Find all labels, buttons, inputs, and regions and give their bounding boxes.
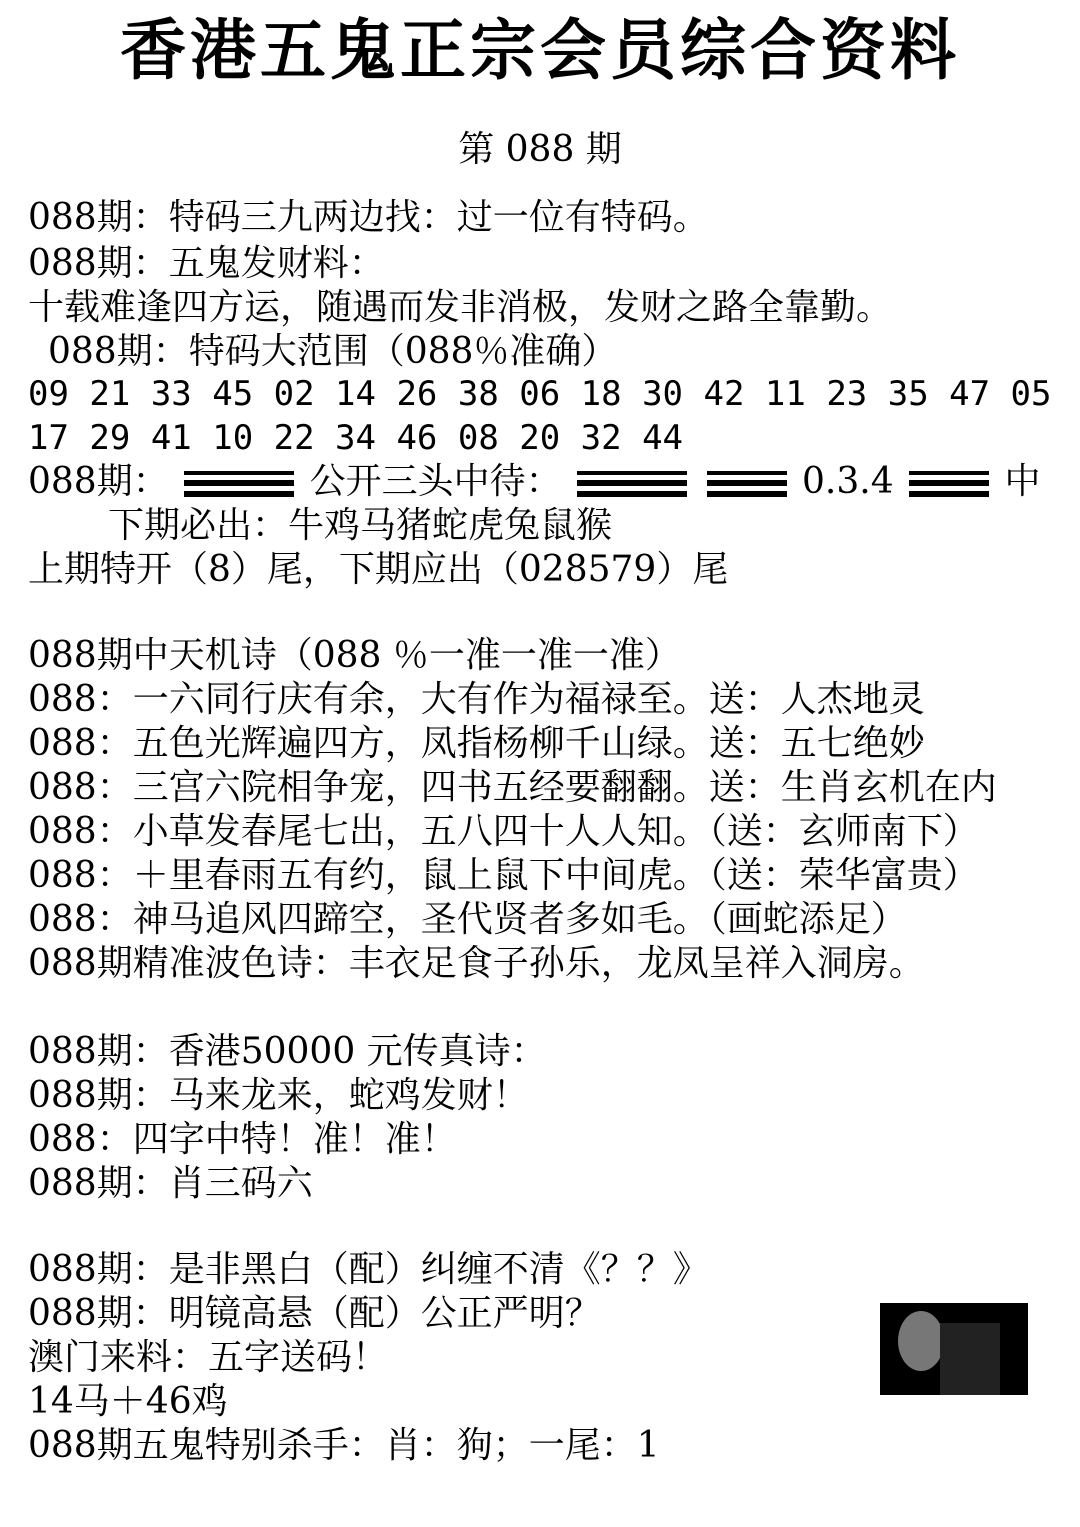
line-censored-head	[28, 460, 1041, 504]
line-fax-poem-1: 088期：马来龙来，蛇鸡发财！	[28, 1075, 529, 1116]
line-range-title: 088期：特码大范围（088％准确）	[48, 331, 618, 372]
line-poem-3: 088：三宫六院相争宠，四书五经要翻翻。送：生肖玄机在内	[28, 767, 997, 808]
line-numbers-row-1: 09 21 33 45 02 14 26 38 06 18 30 42 11 23 35 47 05	[28, 374, 1052, 414]
line-text: 公开三头中待：	[309, 461, 562, 502]
portrait-photo	[880, 1303, 1028, 1395]
line-tail-number: 上期特开（8）尾，下期应出（028579）尾	[28, 549, 729, 590]
issue-number: 第 088 期	[458, 129, 622, 170]
line-numbers-row-2: 17 29 41 10 22 34 46 08 20 32 44	[28, 418, 684, 458]
line-fax-poem-2: 088：四字中特！准！准！	[28, 1119, 457, 1160]
redaction-mark	[577, 471, 687, 497]
line-fax-poem-3: 088期：肖三码六	[28, 1163, 313, 1204]
line-wealth-poem: 十载难逢四方运，随遇而发非消极，发财之路全靠勤。	[28, 287, 893, 328]
redaction-mark	[184, 471, 294, 497]
redaction-mark	[909, 471, 989, 497]
redaction-mark	[707, 471, 787, 497]
line-pair-2: 088期：明镜高悬（配）公正严明？	[28, 1293, 601, 1334]
line-poem-6: 088：神马追风四蹄空，圣代贤者多如毛。（画蛇添足）	[28, 899, 907, 940]
line-next-zodiac: 下期必出：牛鸡马猪蛇虎兔鼠猴	[108, 505, 613, 546]
line-poem-1: 088：一六同行庆有余，大有作为福禄至。送：人杰地灵	[28, 679, 925, 720]
line-macau-title: 澳门来料：五字送码！	[28, 1337, 389, 1378]
line-special-code-hint: 088期：特码三九两边找：过一位有特码。	[28, 197, 709, 238]
line-prefix: 088期：	[28, 461, 169, 502]
visible-digits: 0.3.4	[802, 461, 894, 502]
line-suffix: 中	[1004, 461, 1041, 502]
line-poem-5: 088：＋里春雨五有约，鼠上鼠下中间虎。（送：荣华富贵）	[28, 855, 979, 896]
line-poem-4: 088：小草发春尾七出，五八四十人人知。（送：玄师南下）	[28, 811, 979, 852]
line-killer: 088期五鬼特别杀手：肖：狗；一尾：1	[28, 1425, 660, 1466]
line-macau-codes: 14马＋46鸡	[28, 1381, 228, 1422]
line-fax-poem-title: 088期：香港50000 元传真诗：	[28, 1031, 547, 1072]
line-wealth-title: 088期：五鬼发财料：	[28, 243, 385, 284]
line-poem-2: 088：五色光辉遍四方，凤指杨柳千山绿。送：五七绝妙	[28, 723, 925, 764]
line-color-poem: 088期精准波色诗：丰衣足食子孙乐，龙凤呈祥入洞房。	[28, 943, 925, 984]
page-title: 香港五鬼正宗会员综合资料	[120, 11, 960, 89]
line-poem-title: 088期中天机诗（088 ％一准一准一准）	[28, 635, 681, 676]
line-pair-1: 088期：是非黑白（配）纠缠不清《？？》	[28, 1249, 709, 1290]
